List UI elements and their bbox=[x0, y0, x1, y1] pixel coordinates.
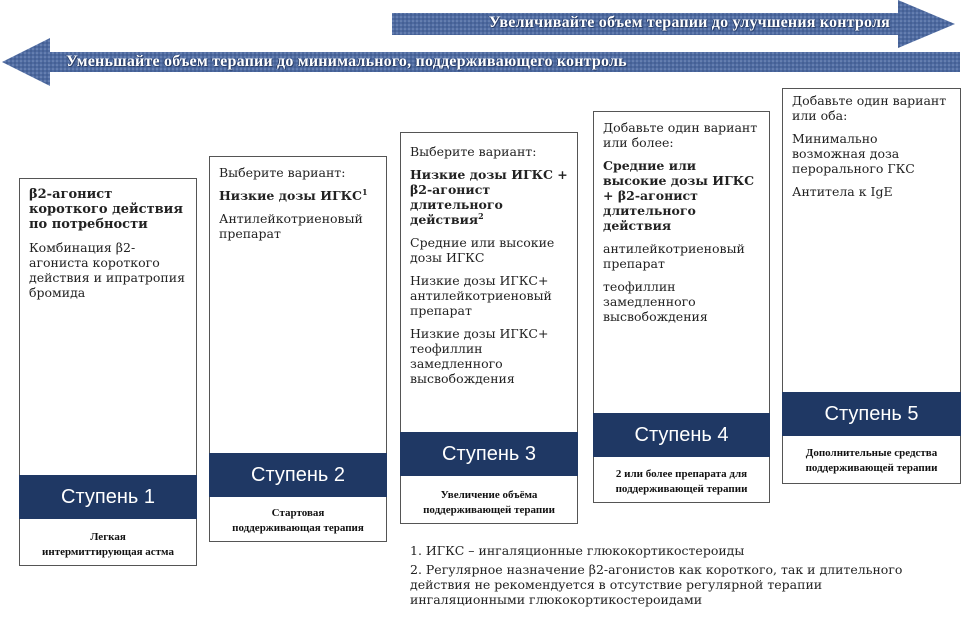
step-1-option: Комбинация β2-агониста короткого действия и ипратропия бромида bbox=[29, 240, 185, 300]
step-4-option: теофиллин замедленного высвобождения bbox=[603, 279, 708, 324]
step-2-intro: Выберите вариант: bbox=[219, 165, 346, 180]
step-3-option: Средние или высокие дозы ИГКС bbox=[410, 235, 555, 265]
step-4-caption: 2 или более препарата для поддерживающей терапии bbox=[615, 468, 748, 495]
step-3-intro: Выберите вариант: bbox=[410, 144, 537, 159]
footnote-1: 1. ИГКС – ингаляционные глюкокортикостероиды bbox=[410, 543, 745, 558]
step-5-option: Антитела к IgE bbox=[792, 184, 893, 199]
step-1-label: Ступень 1 bbox=[19, 475, 197, 519]
step-4-option: Средние или высокие дозы ИГКС + β2-агонист длительного действия bbox=[603, 158, 755, 233]
step-5-caption: Дополнительные средства поддерживающей терапии bbox=[805, 447, 938, 474]
increase-arrow-label: Увеличивайте объем терапии до улучшения контроля bbox=[488, 14, 890, 31]
footnote-2: 2. Регулярное назначение β2-агонистов как короткого, так и длительного действия не рекомендуется в отсутствие регулярной терапии ингаляционными глюкокортикостероидами bbox=[410, 562, 903, 607]
step-2-option: Антилейкотриеновый препарат bbox=[219, 211, 363, 241]
step-4-intro: Добавьте один вариант или более: bbox=[603, 120, 758, 150]
step-1-option: β2-агонист короткого действия по потребности bbox=[29, 187, 183, 232]
step-5-intro: Добавьте один вариант или оба: bbox=[792, 93, 947, 123]
step-1-caption: Легкая интермиттирующая астма bbox=[42, 531, 174, 558]
decrease-arrow-label: Уменьшайте объем терапии до минимального, поддерживающего контроль bbox=[66, 53, 627, 70]
step-3-caption: Увеличение объёма поддерживающей терапии bbox=[423, 489, 555, 516]
step-5-option: Минимально возможная доза перорального ГКС bbox=[792, 131, 915, 176]
step-3-label: Ступень 3 bbox=[400, 432, 578, 476]
footnotes bbox=[410, 543, 930, 611]
step-3-option: Низкие дозы ИГКС+ теофиллин замедленного высвобождения bbox=[410, 326, 549, 386]
step-3-option: Низкие дозы ИГКС + β2-агонист длительного действия$^2$ bbox=[410, 167, 568, 227]
step-2-label: Ступень 2 bbox=[209, 453, 387, 497]
step-2-caption: Стартовая поддерживающая терапия bbox=[232, 507, 364, 534]
step-2-option: Низкие дозы ИГКС$^1$ bbox=[219, 186, 368, 203]
step-4-label: Ступень 4 bbox=[593, 413, 770, 457]
step-4-option: антилейкотриеновый препарат bbox=[603, 241, 745, 271]
step-3-option: Низкие дозы ИГКС+ антилейкотриеновый препарат bbox=[410, 273, 552, 318]
step-5-label: Ступень 5 bbox=[782, 392, 961, 436]
